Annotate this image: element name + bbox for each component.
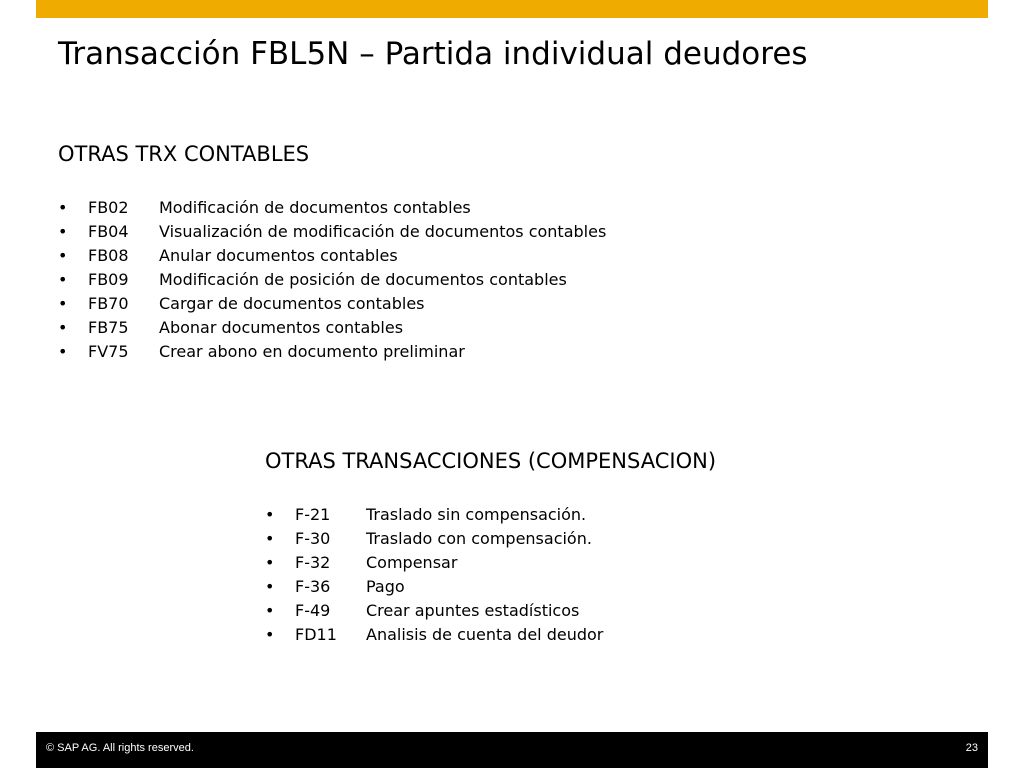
transaction-code: F-30 [295,529,331,548]
section-otras-transacciones-compensacion [265,445,716,647]
transaction-description: Pago [366,577,405,596]
transaction-description: Crear apuntes estadísticos [366,601,580,620]
transaction-item [58,292,425,316]
transaction-item [265,575,716,599]
transaction-code: F-21 [295,505,331,524]
section-heading-contables: OTRAS TRX CONTABLES [58,142,310,166]
transaction-code: FB70 [88,294,129,313]
section-otras-trx-contables [58,138,607,364]
bullet-icon: • [265,529,275,548]
transaction-item [265,503,716,527]
bullet-icon: • [58,318,68,337]
transaction-description: Modificación de posición de documentos contables [159,270,567,289]
transaction-item [265,599,716,623]
transaction-code: FB08 [88,246,129,265]
transaction-list-contables [58,196,607,364]
transaction-description: Modificación de documentos contables [159,198,471,217]
transaction-item [58,220,607,244]
transaction-code: FB75 [88,318,129,337]
transaction-item [265,527,716,551]
section-heading-compensacion: OTRAS TRANSACCIONES (COMPENSACION) [265,449,717,473]
transaction-item [265,623,716,647]
bullet-icon: • [265,577,275,596]
transaction-description: Anular documentos contables [159,246,398,265]
transaction-description: Traslado sin compensación. [366,505,587,524]
bullet-icon: • [58,222,68,241]
transaction-item [58,268,567,292]
bullet-icon: • [58,342,68,361]
transaction-code: F-49 [295,601,331,620]
transaction-description: Crear abono en documento preliminar [159,342,465,361]
transaction-code: FB09 [88,270,129,289]
transaction-code: FV75 [88,342,129,361]
bullet-icon: • [58,246,68,265]
top-accent-bar [36,0,988,18]
bullet-icon: • [265,505,275,524]
transaction-description: Analisis de cuenta del deudor [366,625,604,644]
transaction-list-compensacion [265,503,716,647]
transaction-item [58,244,398,268]
transaction-item [265,551,716,575]
transaction-description: Cargar de documentos contables [159,294,425,313]
transaction-description: Traslado con compensación. [366,529,592,548]
bullet-icon: • [58,294,68,313]
bullet-icon: • [58,270,68,289]
bullet-icon: • [58,198,68,217]
transaction-item [58,340,465,364]
bullet-icon: • [265,553,275,572]
transaction-item [58,196,471,220]
transaction-code: FB04 [88,222,129,241]
bullet-icon: • [265,625,275,644]
transaction-item [58,316,404,340]
footer-bar [36,732,988,768]
transaction-description: Compensar [366,553,458,572]
footer-copyright: © SAP AG. All rights reserved. [46,742,194,754]
transaction-code: F-36 [295,577,331,596]
slide-title: Transacción FBL5N – Partida individual deudores [58,36,808,72]
page-number: 23 [965,742,978,754]
bullet-icon: • [265,601,275,620]
transaction-code: FD11 [295,625,337,644]
transaction-description: Abonar documentos contables [159,318,404,337]
transaction-description: Visualización de modificación de documentos contables [159,222,607,241]
transaction-code: FB02 [88,198,129,217]
transaction-code: F-32 [295,553,331,572]
